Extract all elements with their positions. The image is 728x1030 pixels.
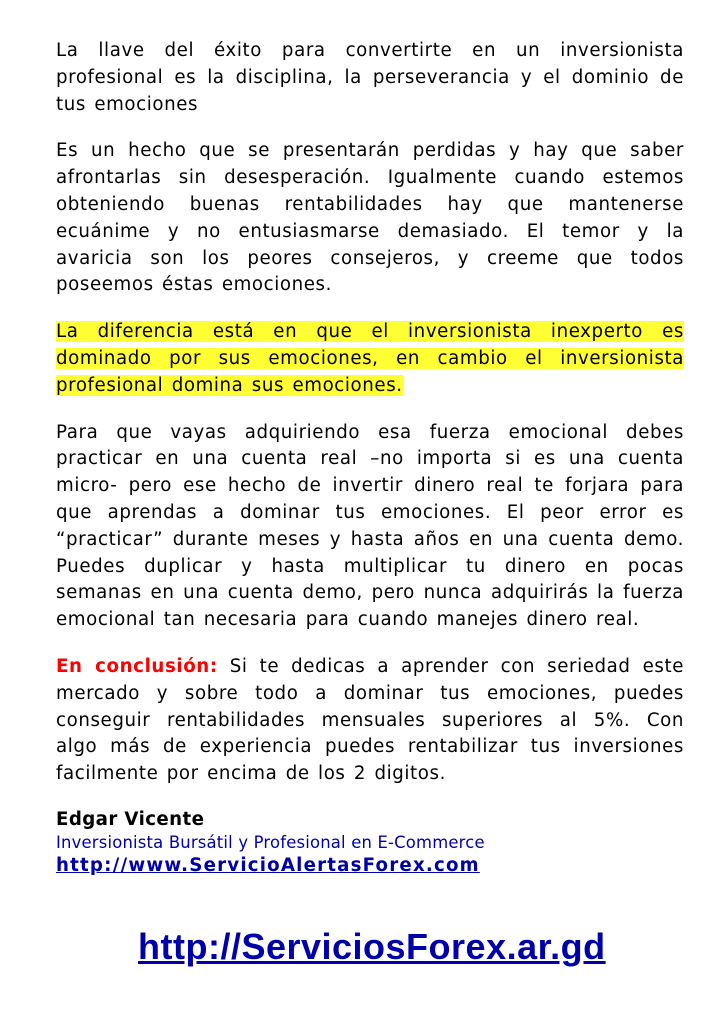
conclusion-text: Si te dedicas a aprender con seriedad este mercado y sobre todo a dominar tus emociones, puedes conseguir rentabilidades mensuales superiores al 5%. Con algo más de experiencia puedes rentabilizar tus inversiones facilmente por encima de los 2 digitos. bbox=[56, 655, 684, 785]
conclusion-label: En conclusión: bbox=[56, 655, 218, 677]
paragraph-conclusion bbox=[56, 654, 684, 788]
paragraph-highlighted-difference bbox=[56, 319, 684, 399]
paragraph-discipline: La llave del éxito para convertirte en un inversionista profesional es la disciplina, la perseverancia y el dominio de tus emociones bbox=[56, 40, 684, 115]
paragraph-losses: Es un hecho que se presentarán perdidas y hay que saber afrontarlas sin desesperación. Igualmente cuando estemos obteniendo buenas rentabilidades hay que mantenerse ecuánime y no entusiasmarse demasiado. El temor y la avaricia son los peores consejeros, y creeme que todos poseemos éstas emociones. bbox=[56, 140, 684, 296]
author-role: Inversionista Bursátil y Profesional en E-Commerce bbox=[56, 832, 485, 852]
author-name: Edgar Vicente bbox=[56, 808, 205, 830]
footer-link[interactable]: http://ServiciosForex.ar.gd bbox=[138, 926, 606, 967]
author-signature bbox=[56, 808, 684, 878]
author-website-link[interactable]: http://www.ServicioAlertasForex.com bbox=[56, 854, 480, 876]
paragraph-practice: Para que vayas adquiriendo esa fuerza emocional debes practicar en una cuenta real –no importa si es una cuenta micro- pero ese hecho de invertir dinero real te forjara para que aprendas a dominar tus emociones. El peor error es “practicar” durante meses y hasta años en una cuenta demo. Puedes duplicar y hasta multiplicar tu dinero en pocas semanas en una cuenta demo, pero nunca adquirirás la fuerza emocional tan necesaria para cuando manejes dinero real. bbox=[56, 421, 684, 631]
highlighted-text: La diferencia está en que el inversionista inexperto es dominado por sus emociones, en cambio el inversionista profesional domina sus emociones. bbox=[56, 321, 684, 396]
